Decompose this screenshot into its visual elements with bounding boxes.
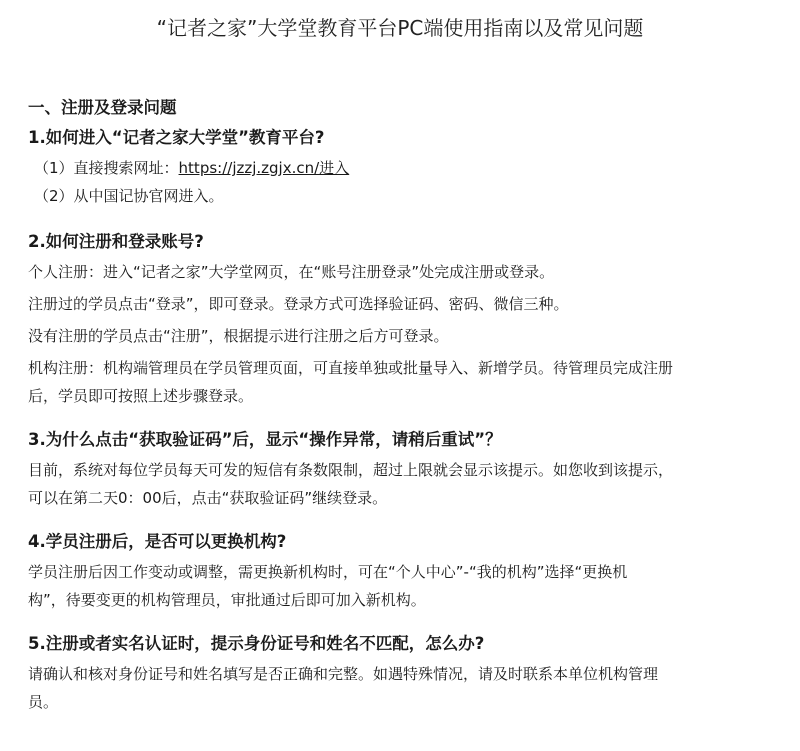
question-1-title: 1.如何进入“记者之家大学堂”教育平台? <box>28 128 325 147</box>
platform-url-link[interactable]: https://jzzj.zgjx.cn/进入 <box>178 159 350 177</box>
q3-answer-line-1: 目前，系统对每位学员每天可发的短信有条数限制，超过上限就会显示该提示。如您收到该提示， <box>28 461 674 479</box>
q3-answer-line-2: 可以在第二天0：00后，点击“获取验证码”继续登录。 <box>28 489 388 507</box>
q1-item-2: （2）从中国记协官网进入。 <box>34 187 224 205</box>
question-2-title: 2.如何注册和登录账号? <box>28 232 204 251</box>
section-heading: 一、注册及登录问题 <box>28 98 177 117</box>
q4-answer-line-2: 构”，待要变更的机构管理员，审批通过后即可加入新机构。 <box>28 591 426 609</box>
q2-paragraph-3: 没有注册的学员点击“注册”，根据提示进行注册之后方可登录。 <box>28 327 449 345</box>
q1-item-1 <box>28 154 778 182</box>
q4-answer-line-1: 学员注册后因工作变动或调整，需更换新机构时，可在“个人中心”-“我的机构”选择“更换机 <box>28 563 628 581</box>
question-5-title: 5.注册或者实名认证时，提示身份证号和姓名不匹配，怎么办? <box>28 634 485 653</box>
q2-paragraph-4-line-2: 后，学员即可按照上述步骤登录。 <box>28 387 254 405</box>
page-title: “记者之家”大学堂教育平台PC端使用指南以及常见问题 <box>156 16 644 40</box>
document-content <box>28 96 778 716</box>
q2-paragraph-2: 注册过的学员点击“登录”，即可登录。登录方式可选择验证码、密码、微信三种。 <box>28 295 569 313</box>
q2-paragraph-1: 个人注册：进入“记者之家”大学堂网页，在“账号注册登录”处完成注册或登录。 <box>28 263 555 281</box>
q5-answer-line-1: 请确认和核对身份证号和姓名填写是否正确和完整。如遇特殊情况，请及时联系本单位机构管理 <box>28 665 659 683</box>
question-4-title: 4.学员注册后，是否可以更换机构? <box>28 532 287 551</box>
q2-paragraph-4-line-1: 机构注册：机构端管理员在学员管理页面，可直接单独或批量导入、新增学员。待管理员完成注册 <box>28 359 674 377</box>
q5-answer-line-2: 员。 <box>28 693 59 711</box>
question-3-title: 3.为什么点击“获取验证码”后，显示“操作异常，请稍后重试”？ <box>28 430 502 449</box>
q1-item-1-prefix: （1）直接搜索网址： <box>34 159 179 177</box>
